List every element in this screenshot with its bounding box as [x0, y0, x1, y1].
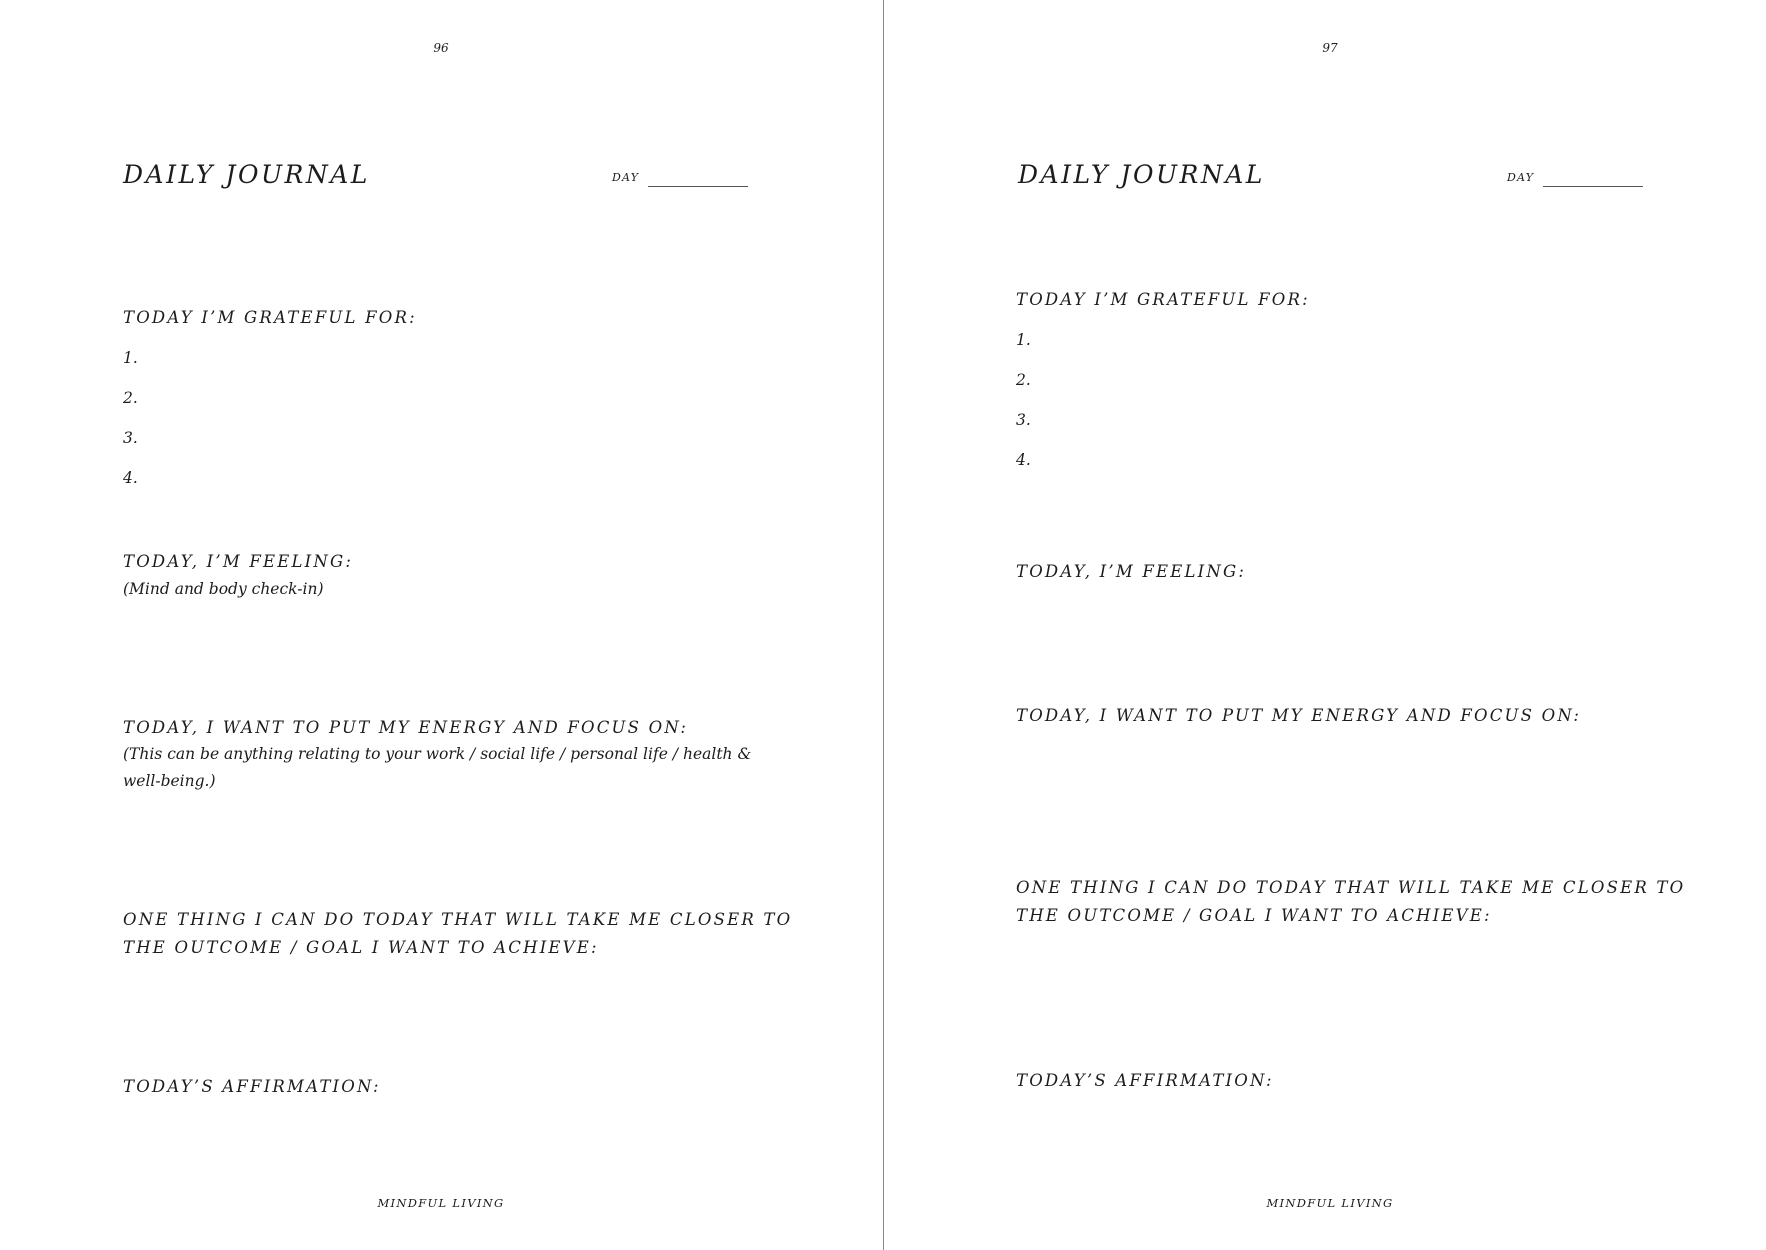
affirmation-heading: TODAY’S AFFIRMATION: [123, 1077, 381, 1096]
grateful-heading: TODAY I’M GRATEFUL FOR: [1016, 290, 1310, 309]
page-number: 97 [1322, 41, 1338, 55]
one-thing-heading-line: THE OUTCOME / GOAL I WANT TO ACHIEVE: [123, 938, 599, 957]
day-label: DAY [1507, 171, 1535, 184]
grateful-item-number: 1. [1016, 331, 1031, 349]
feeling-heading: TODAY, I’M FEELING: [123, 552, 354, 571]
grateful-item-number: 2. [123, 389, 138, 407]
one-thing-heading-line: ONE THING I CAN DO TODAY THAT WILL TAKE ME CLOSER TO [123, 910, 793, 929]
energy-hint-line: (This can be anything relating to your work / social life / personal life / health & [123, 745, 752, 763]
right-page [884, 0, 1766, 1250]
page-number: 96 [433, 41, 449, 55]
journal-title: DAILY JOURNAL [123, 160, 370, 189]
day-label: DAY [612, 171, 640, 184]
grateful-item-number: 1. [123, 349, 138, 367]
running-footer: MINDFUL LIVING [377, 1196, 505, 1210]
day-entry-line[interactable] [1543, 186, 1643, 187]
grateful-heading: TODAY I’M GRATEFUL FOR: [123, 308, 417, 327]
feeling-heading: TODAY, I’M FEELING: [1016, 562, 1247, 581]
one-thing-heading-line: ONE THING I CAN DO TODAY THAT WILL TAKE ME CLOSER TO [1016, 878, 1686, 897]
journal-title: DAILY JOURNAL [1018, 160, 1265, 189]
grateful-item-number: 2. [1016, 371, 1031, 389]
energy-hint-line: well-being.) [123, 772, 216, 790]
energy-heading: TODAY, I WANT TO PUT MY ENERGY AND FOCUS ON: [1016, 706, 1582, 725]
affirmation-heading: TODAY’S AFFIRMATION: [1016, 1071, 1274, 1090]
energy-heading: TODAY, I WANT TO PUT MY ENERGY AND FOCUS ON: [123, 718, 689, 737]
grateful-item-number: 4. [1016, 451, 1031, 469]
day-entry-line[interactable] [648, 186, 748, 187]
one-thing-heading-line: THE OUTCOME / GOAL I WANT TO ACHIEVE: [1016, 906, 1492, 925]
grateful-item-number: 4. [123, 469, 138, 487]
running-footer: MINDFUL LIVING [1266, 1196, 1394, 1210]
feeling-hint: (Mind and body check-in) [123, 580, 324, 598]
grateful-item-number: 3. [1016, 411, 1031, 429]
grateful-item-number: 3. [123, 429, 138, 447]
